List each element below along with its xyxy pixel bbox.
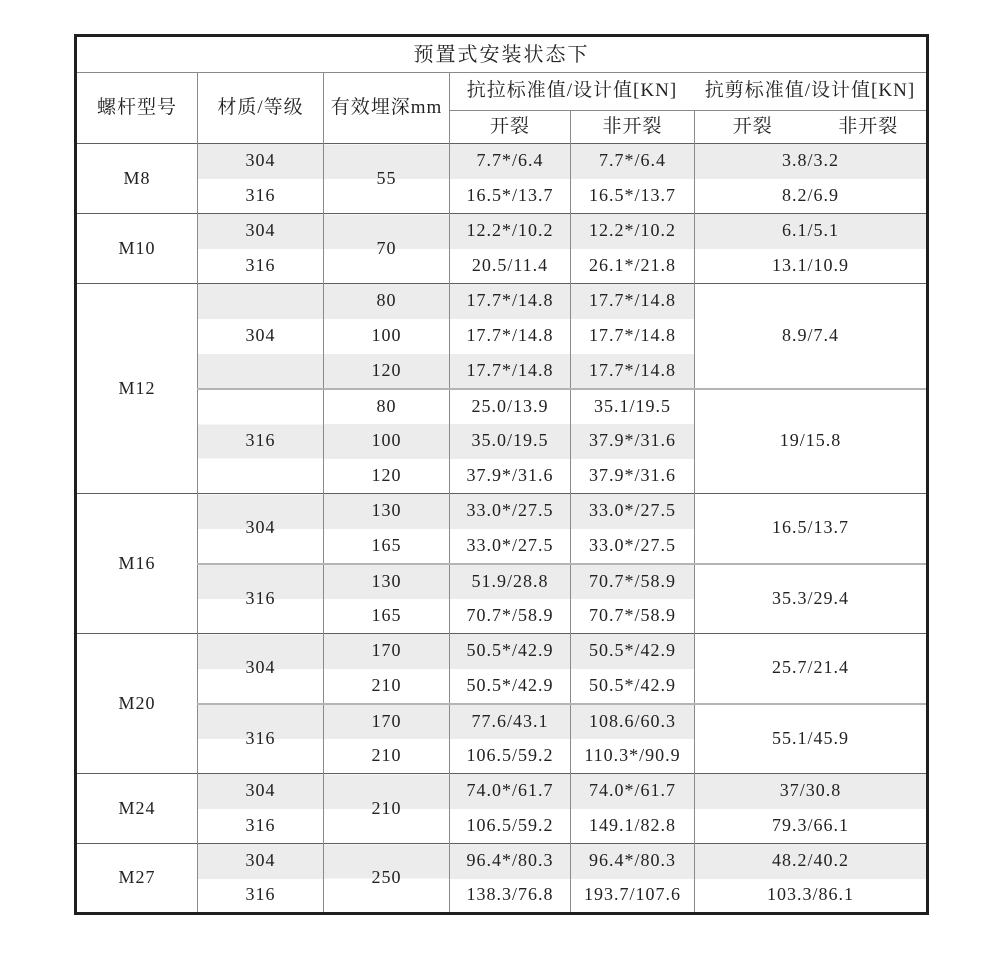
table-row xyxy=(76,704,928,739)
tensile-uncracked-cell: 7.7*/6.4 xyxy=(571,144,695,179)
table-row xyxy=(76,214,928,249)
depth-cell: 170 xyxy=(324,634,450,669)
bolt-spec-table xyxy=(74,34,929,915)
shear-cell: 8.2/6.9 xyxy=(695,179,928,214)
tensile-cracked-cell: 25.0/13.9 xyxy=(450,389,571,424)
bolt-model-cell: M27 xyxy=(76,844,198,914)
material-cell: 316 xyxy=(198,879,324,914)
table-row xyxy=(76,284,928,319)
material-cell: 304 xyxy=(198,144,324,179)
table-row xyxy=(76,389,928,424)
material-cell: 316 xyxy=(198,704,324,774)
col-header-material-grade: 材质/等级 xyxy=(198,73,324,144)
shear-cell: 8.9/7.4 xyxy=(695,284,928,389)
depth-cell: 70 xyxy=(324,214,450,284)
tensile-uncracked-cell: 37.9*/31.6 xyxy=(571,459,695,494)
material-cell: 316 xyxy=(198,564,324,634)
title-row xyxy=(76,36,928,73)
tensile-cracked-cell: 37.9*/31.6 xyxy=(450,459,571,494)
tensile-cracked-cell: 138.3/76.8 xyxy=(450,879,571,914)
tensile-uncracked-cell: 33.0*/27.5 xyxy=(571,494,695,529)
col-header-bolt-model: 螺杆型号 xyxy=(96,96,177,118)
col-header-tensile-cracked: 开裂 xyxy=(450,111,571,144)
material-cell: 304 xyxy=(198,634,324,704)
depth-cell: 55 xyxy=(324,144,450,214)
tensile-uncracked-cell: 50.5*/42.9 xyxy=(571,669,695,704)
tensile-uncracked-cell: 37.9*/31.6 xyxy=(571,424,695,459)
material-cell: 316 xyxy=(198,809,324,844)
tensile-cracked-cell: 16.5*/13.7 xyxy=(450,179,571,214)
tensile-cracked-cell: 106.5/59.2 xyxy=(450,809,571,844)
col-header-shear-uncracked: 非开裂 xyxy=(838,115,899,137)
shear-cell: 13.1/10.9 xyxy=(695,249,928,284)
depth-cell: 130 xyxy=(324,564,450,599)
col-header-tensile-group: 抗拉标准值/设计值[KN] xyxy=(466,80,678,102)
col-header-value-groups xyxy=(450,73,928,111)
tensile-uncracked-cell: 26.1*/21.8 xyxy=(571,249,695,284)
bolt-model-cell: M24 xyxy=(76,774,198,844)
tensile-uncracked-cell: 149.1/82.8 xyxy=(571,809,695,844)
col-header-shear-cracked: 开裂 xyxy=(732,115,773,137)
table-row xyxy=(76,564,928,599)
table-row xyxy=(76,774,928,809)
tensile-cracked-cell: 17.7*/14.8 xyxy=(450,319,571,354)
material-cell: 304 xyxy=(198,494,324,564)
depth-cell: 210 xyxy=(324,669,450,704)
tensile-cracked-cell: 17.7*/14.8 xyxy=(450,284,571,319)
shear-cell: 6.1/5.1 xyxy=(695,214,928,249)
shear-cell: 79.3/66.1 xyxy=(695,809,928,844)
tensile-cracked-cell: 77.6/43.1 xyxy=(450,704,571,739)
table-row xyxy=(76,844,928,879)
table-row xyxy=(76,634,928,669)
table-row xyxy=(76,179,928,214)
material-cell: 316 xyxy=(198,389,324,494)
tensile-uncracked-cell: 70.7*/58.9 xyxy=(571,599,695,634)
shear-cell: 55.1/45.9 xyxy=(695,704,928,774)
depth-cell: 210 xyxy=(324,774,450,844)
tensile-uncracked-cell: 33.0*/27.5 xyxy=(571,529,695,564)
shear-cell: 19/15.8 xyxy=(695,389,928,494)
table-row xyxy=(76,494,928,529)
tensile-uncracked-cell: 17.7*/14.8 xyxy=(571,284,695,319)
tensile-cracked-cell: 7.7*/6.4 xyxy=(450,144,571,179)
bolt-model-cell: M16 xyxy=(76,494,198,634)
depth-cell: 120 xyxy=(324,459,450,494)
tensile-uncracked-cell: 110.3*/90.9 xyxy=(571,739,695,774)
table-row xyxy=(76,879,928,914)
tensile-cracked-cell: 96.4*/80.3 xyxy=(450,844,571,879)
material-cell: 304 xyxy=(198,214,324,249)
tensile-cracked-cell: 50.5*/42.9 xyxy=(450,634,571,669)
tensile-cracked-cell: 33.0*/27.5 xyxy=(450,529,571,564)
depth-cell: 165 xyxy=(324,599,450,634)
material-cell: 304 xyxy=(198,774,324,809)
tensile-uncracked-cell: 74.0*/61.7 xyxy=(571,774,695,809)
tensile-uncracked-cell: 50.5*/42.9 xyxy=(571,634,695,669)
depth-cell: 210 xyxy=(324,739,450,774)
col-header-tensile-uncracked: 非开裂 xyxy=(571,111,695,144)
tensile-uncracked-cell: 193.7/107.6 xyxy=(571,879,695,914)
table-row xyxy=(76,809,928,844)
shear-cell: 103.3/86.1 xyxy=(695,879,928,914)
table-title: 预置式安装状态下 xyxy=(76,36,928,73)
col-header-shear-group: 抗剪标准值/设计值[KN] xyxy=(704,80,916,102)
shear-cell: 35.3/29.4 xyxy=(695,564,928,634)
bolt-model-cell: M8 xyxy=(76,144,198,214)
tensile-cracked-cell: 17.7*/14.8 xyxy=(450,354,571,389)
bolt-model-cell: M10 xyxy=(76,214,198,284)
tensile-cracked-cell: 50.5*/42.9 xyxy=(450,669,571,704)
material-cell: 316 xyxy=(198,179,324,214)
tensile-cracked-cell: 12.2*/10.2 xyxy=(450,214,571,249)
depth-cell: 130 xyxy=(324,494,450,529)
depth-cell: 100 xyxy=(324,424,450,459)
tensile-cracked-cell: 106.5/59.2 xyxy=(450,739,571,774)
bolt-model-cell: M12 xyxy=(76,284,198,494)
tensile-cracked-cell: 35.0/19.5 xyxy=(450,424,571,459)
shear-cell: 37/30.8 xyxy=(695,774,928,809)
depth-cell: 80 xyxy=(324,284,450,319)
header-row-1 xyxy=(76,73,928,111)
shear-cell: 3.8/3.2 xyxy=(695,144,928,179)
tensile-uncracked-cell: 16.5*/13.7 xyxy=(571,179,695,214)
depth-cell: 170 xyxy=(324,704,450,739)
material-cell: 304 xyxy=(198,844,324,879)
tensile-cracked-cell: 20.5/11.4 xyxy=(450,249,571,284)
shear-cell: 48.2/40.2 xyxy=(695,844,928,879)
tensile-cracked-cell: 74.0*/61.7 xyxy=(450,774,571,809)
table-body xyxy=(76,144,928,914)
depth-cell: 80 xyxy=(324,389,450,424)
shear-cell: 25.7/21.4 xyxy=(695,634,928,704)
tensile-uncracked-cell: 70.7*/58.9 xyxy=(571,564,695,599)
bolt-model-cell: M20 xyxy=(76,634,198,774)
material-cell: 304 xyxy=(198,284,324,389)
tensile-uncracked-cell: 35.1/19.5 xyxy=(571,389,695,424)
depth-cell: 120 xyxy=(324,354,450,389)
tensile-cracked-cell: 33.0*/27.5 xyxy=(450,494,571,529)
tensile-uncracked-cell: 12.2*/10.2 xyxy=(571,214,695,249)
table-row xyxy=(76,144,928,179)
depth-cell: 100 xyxy=(324,319,450,354)
material-cell: 316 xyxy=(198,249,324,284)
tensile-cracked-cell: 70.7*/58.9 xyxy=(450,599,571,634)
table-row xyxy=(76,249,928,284)
depth-cell: 250 xyxy=(324,844,450,914)
tensile-uncracked-cell: 108.6/60.3 xyxy=(571,704,695,739)
depth-cell: 165 xyxy=(324,529,450,564)
tensile-uncracked-cell: 96.4*/80.3 xyxy=(571,844,695,879)
tensile-uncracked-cell: 17.7*/14.8 xyxy=(571,319,695,354)
col-header-shear-sub xyxy=(695,111,928,144)
shear-cell: 16.5/13.7 xyxy=(695,494,928,564)
tensile-cracked-cell: 51.9/28.8 xyxy=(450,564,571,599)
col-header-embed-depth: 有效埋深mm xyxy=(324,73,450,144)
tensile-uncracked-cell: 17.7*/14.8 xyxy=(571,354,695,389)
